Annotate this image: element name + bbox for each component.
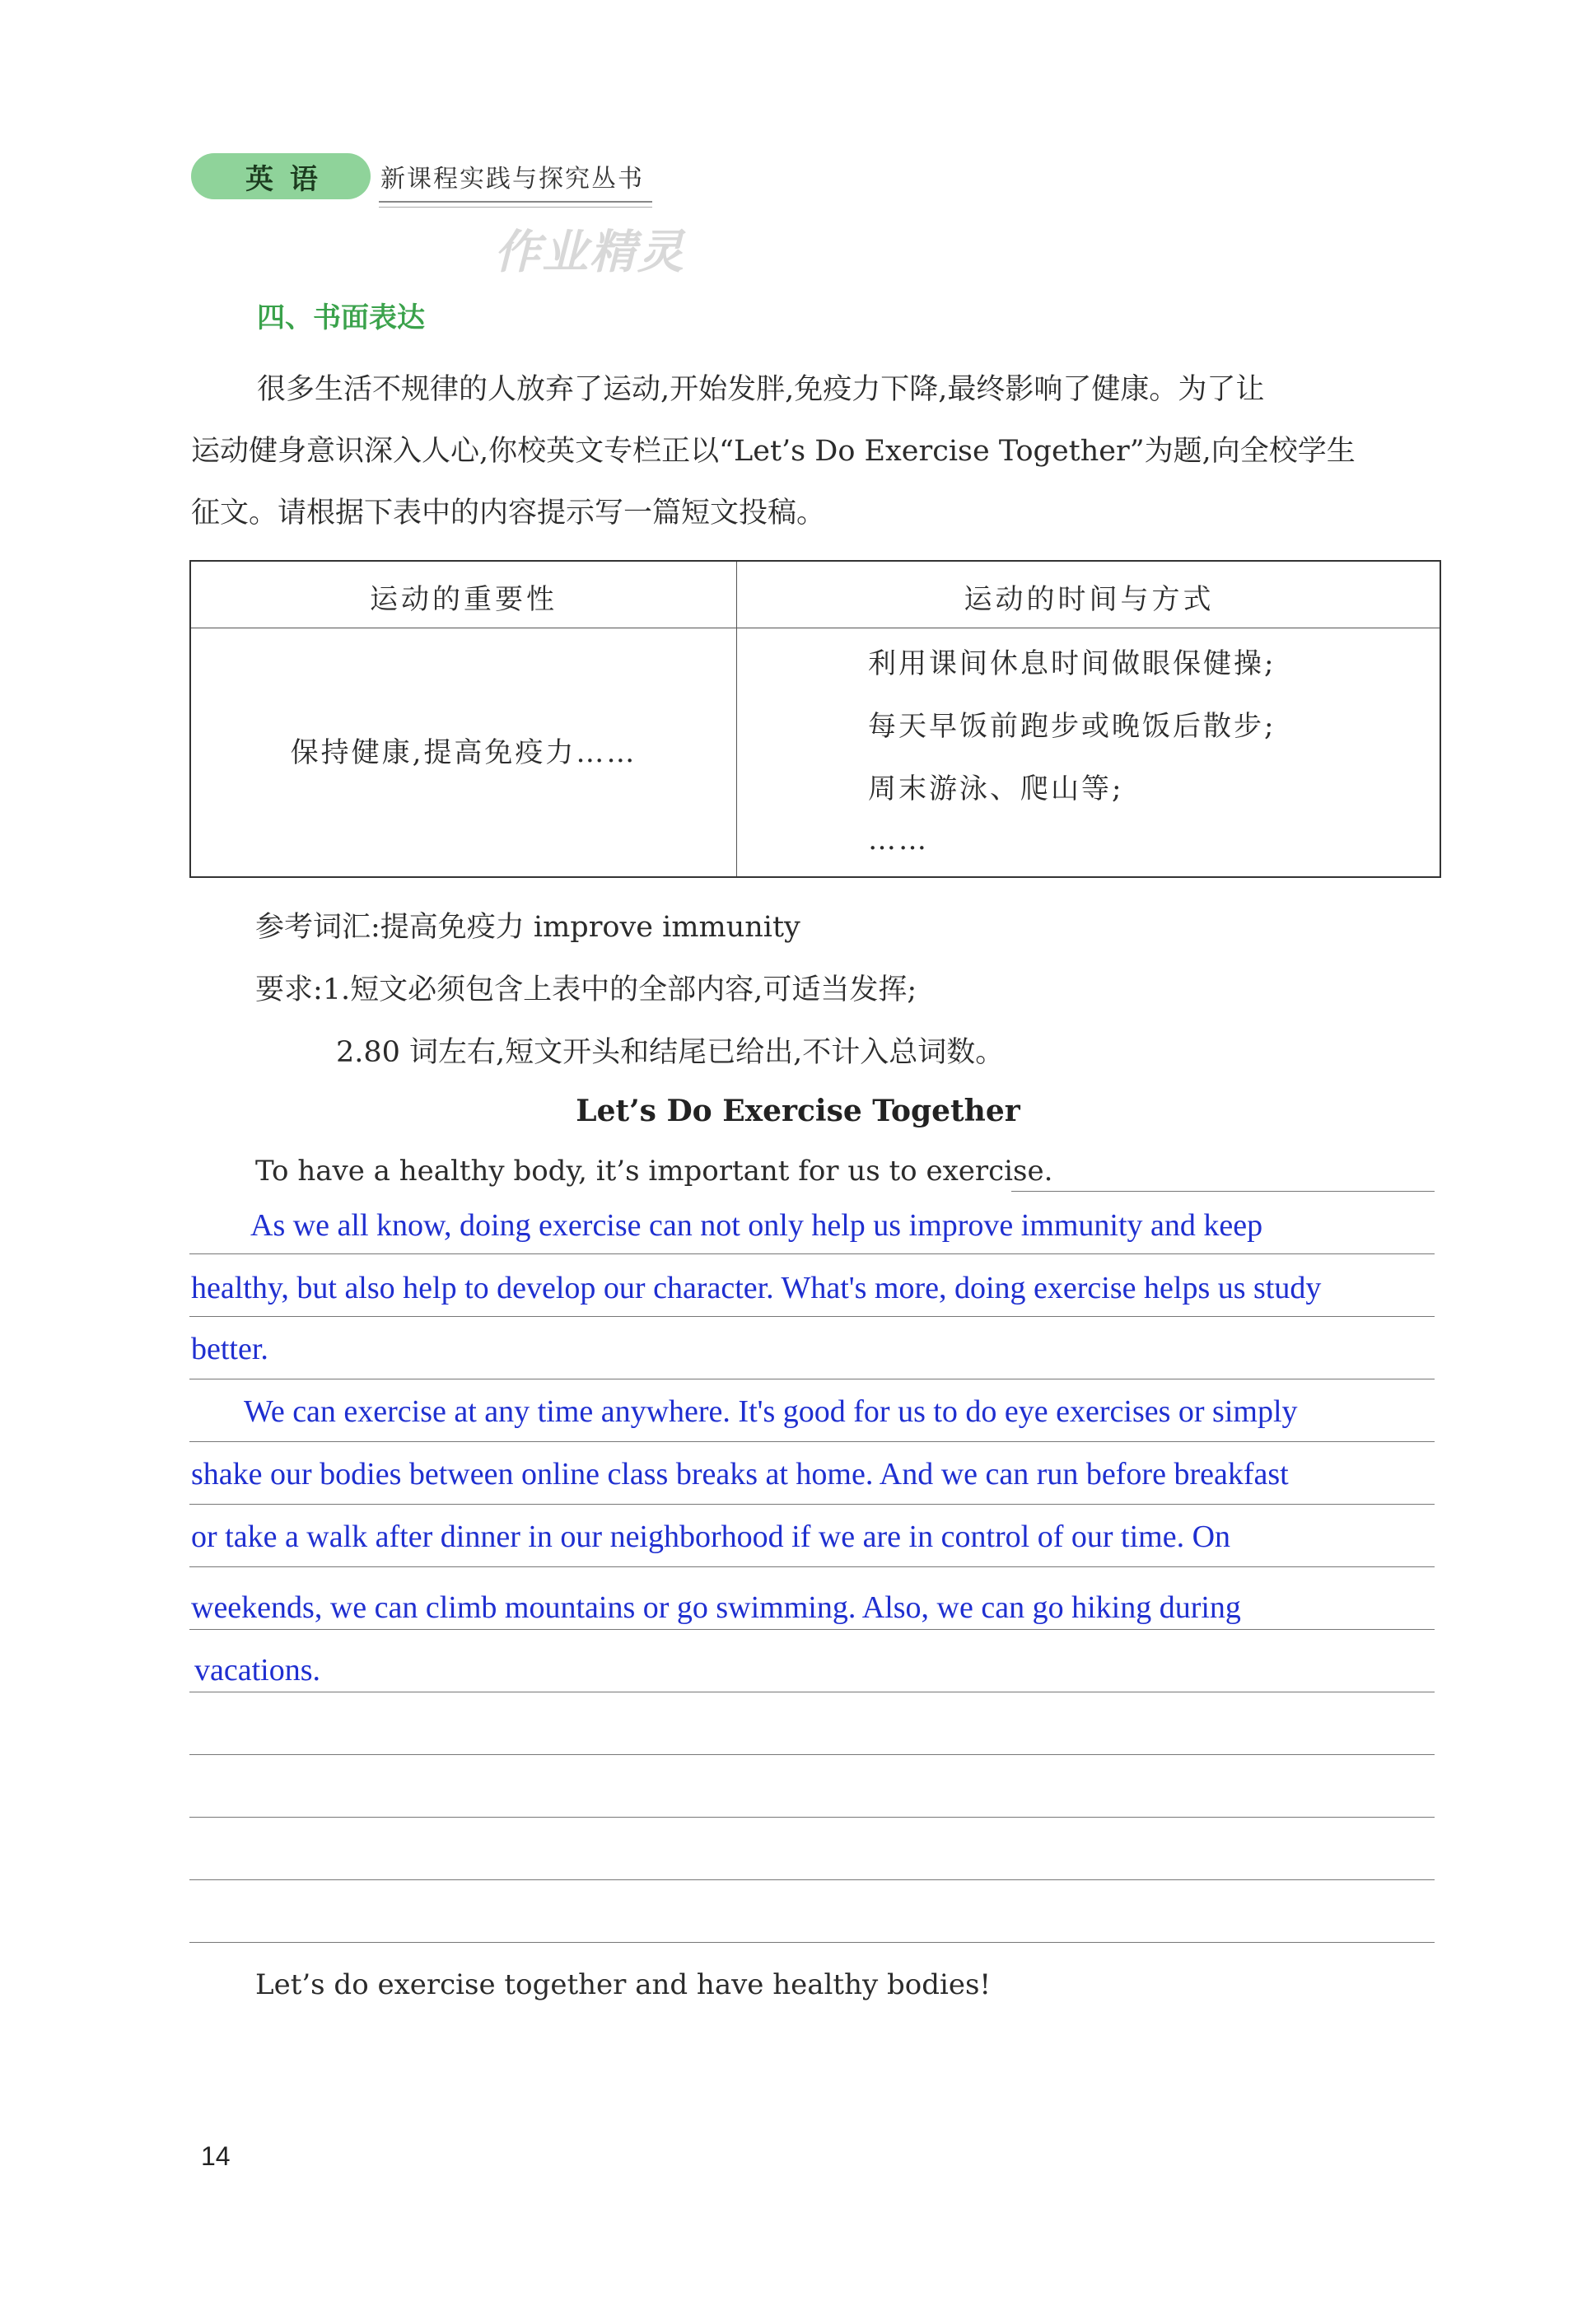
handwritten-line: or take a walk after dinner in our neighborhood if we are in control of our time. On [191, 1519, 1231, 1554]
writing-line [189, 1316, 1435, 1317]
prompt-line: 征文。请根据下表中的内容提示写一篇短文投稿。 [191, 497, 826, 530]
table-cell-method-4: …… [868, 824, 929, 857]
table-header-time-method: 运动的时间与方式 [964, 583, 1215, 616]
section-title: 四、书面表达 [257, 301, 425, 334]
page-number: 14 [201, 2141, 231, 2171]
handwritten-line: As we all know, doing exercise can not only help us improve immunity and keep [250, 1208, 1263, 1243]
writing-line [189, 1817, 1435, 1818]
requirement-1: 要求:1.短文必须包含上表中的全部内容,可适当发挥; [255, 973, 917, 1006]
handwritten-line: vacations. [194, 1653, 321, 1687]
series-underline [379, 201, 652, 203]
writing-line [189, 1504, 1435, 1505]
table-cell-importance: 保持健康,提高免疫力…… [290, 736, 637, 769]
handwritten-line: shake our bodies between online class breaks at home. And we can run before breakfast [191, 1457, 1289, 1491]
vocab-note: 参考词汇:提高免疫力 improve immunity [255, 911, 800, 944]
writing-line [189, 1253, 1435, 1254]
content-table [189, 560, 1441, 878]
essay-title: Let’s Do Exercise Together [576, 1094, 1020, 1128]
prompt-line: 很多生活不规律的人放弃了运动,开始发胖,免疫力下降,最终影响了健康。为了让 [257, 373, 1265, 406]
handwritten-line: healthy, but also help to develop our character. What's more, doing exercise helps us study [191, 1271, 1322, 1305]
handwritten-line: We can exercise at any time anywhere. It's good for us to do eye exercises or simply [244, 1394, 1298, 1429]
table-header-importance: 运动的重要性 [370, 583, 558, 616]
table-cell-method-1: 利用课间休息时间做眼保健操; [868, 647, 1276, 680]
handwritten-line: better. [191, 1332, 268, 1366]
writing-line [189, 1942, 1435, 1943]
table-cell-method-2: 每天早饭前跑步或晚饭后散步; [868, 710, 1276, 743]
subject-badge: 英 语 [191, 153, 371, 199]
writing-line [189, 1879, 1435, 1880]
writing-line [189, 1566, 1435, 1567]
prompt-line: 运动健身意识深入人心,你校英文专栏正以“Let’s Do Exercise Together”为题,向全校学生 [191, 435, 1356, 468]
writing-line [189, 1754, 1435, 1755]
essay-closing: Let’s do exercise together and have healthy bodies! [255, 1968, 992, 2001]
writing-line [1011, 1191, 1435, 1192]
essay-opening: To have a healthy body, it’s important for us to exercise. [255, 1155, 1053, 1188]
writing-line [189, 1441, 1435, 1442]
requirement-2: 2.80 词左右,短文开头和结尾已给出,不计入总词数。 [336, 1036, 1005, 1069]
table-cell-method-3: 周末游泳、爬山等; [868, 773, 1124, 805]
handwritten-line: weekends, we can climb mountains or go swimming. Also, we can go hiking during [191, 1590, 1241, 1625]
series-underline-thin [379, 207, 652, 208]
series-title: 新课程实践与探究丛书 [380, 165, 644, 194]
writing-line [189, 1629, 1435, 1630]
prompt-paragraph [191, 359, 1443, 544]
watermark: 作业精灵 [494, 226, 685, 279]
